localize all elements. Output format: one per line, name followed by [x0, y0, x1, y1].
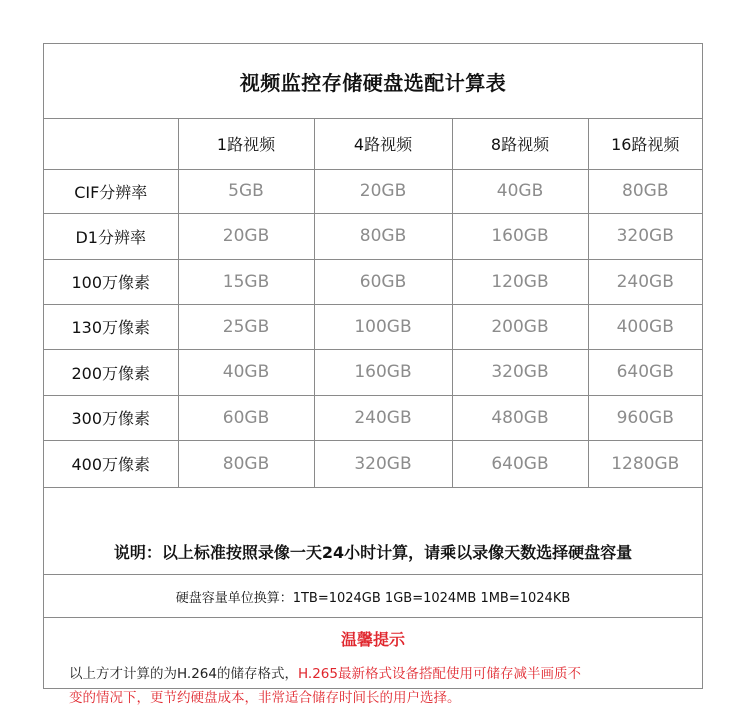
table-cell: 20GB	[314, 169, 452, 213]
table-corner-cell	[44, 119, 178, 169]
row-label: D1分辨率	[44, 213, 178, 259]
table-cell: 200GB	[452, 304, 588, 349]
table-cell: 80GB	[178, 440, 314, 487]
table-cell: 40GB	[452, 169, 588, 213]
table-header-row	[44, 119, 702, 169]
table-cell: 480GB	[452, 395, 588, 440]
table-cell: 15GB	[178, 259, 314, 304]
table-cell: 640GB	[588, 349, 702, 395]
storage-table	[44, 119, 702, 488]
table-row	[44, 349, 702, 395]
column-header: 16路视频	[588, 119, 702, 169]
table-cell: 320GB	[588, 213, 702, 259]
table-cell: 25GB	[178, 304, 314, 349]
table-cell: 5GB	[178, 169, 314, 213]
table-row	[44, 395, 702, 440]
table-cell: 160GB	[314, 349, 452, 395]
table-cell: 80GB	[588, 169, 702, 213]
tip-body	[69, 662, 689, 710]
table-cell: 120GB	[452, 259, 588, 304]
row-label: 130万像素	[44, 304, 178, 349]
table-cell: 160GB	[452, 213, 588, 259]
row-label: CIF分辨率	[44, 169, 178, 213]
column-header: 1路视频	[178, 119, 314, 169]
row-label: 100万像素	[44, 259, 178, 304]
table-cell: 960GB	[588, 395, 702, 440]
unit-conversion-note: 硬盘容量单位换算：1TB=1024GB 1GB=1024MB 1MB=1024KB	[44, 575, 702, 618]
table-cell: 100GB	[314, 304, 452, 349]
table-cell: 60GB	[178, 395, 314, 440]
table-cell: 320GB	[314, 440, 452, 487]
row-label: 400万像素	[44, 440, 178, 487]
table-row	[44, 213, 702, 259]
calculation-note: 说明：以上标准按照录像一天24小时计算，请乘以录像天数选择硬盘容量	[44, 528, 702, 575]
table-cell: 60GB	[314, 259, 452, 304]
table-cell: 1280GB	[588, 440, 702, 487]
table-cell: 400GB	[588, 304, 702, 349]
table-cell: 320GB	[452, 349, 588, 395]
column-header: 8路视频	[452, 119, 588, 169]
tip-body-highlight: H.265最新格式设备搭配使用可储存减半画质不	[297, 666, 581, 682]
page-title: 视频监控存储硬盘选配计算表	[44, 44, 702, 119]
tip-body-text: 以上方才计算的为H.264的储存格式，	[69, 666, 298, 682]
row-label: 200万像素	[44, 349, 178, 395]
table-row	[44, 304, 702, 349]
table-cell: 80GB	[314, 213, 452, 259]
table-row	[44, 259, 702, 304]
tip-body-highlight: 变的情况下，更节约硬盘成本，非常适合储存时间长的用户选择。	[69, 690, 461, 706]
table-cell: 240GB	[314, 395, 452, 440]
table-cell: 40GB	[178, 349, 314, 395]
table-cell: 20GB	[178, 213, 314, 259]
table-row	[44, 169, 702, 213]
table-cell: 240GB	[588, 259, 702, 304]
column-header: 4路视频	[314, 119, 452, 169]
storage-calculation-sheet	[43, 43, 703, 706]
tip-title: 温馨提示	[340, 629, 405, 649]
table-row	[44, 440, 702, 487]
row-label: 300万像素	[44, 395, 178, 440]
table-cell: 640GB	[452, 440, 588, 487]
